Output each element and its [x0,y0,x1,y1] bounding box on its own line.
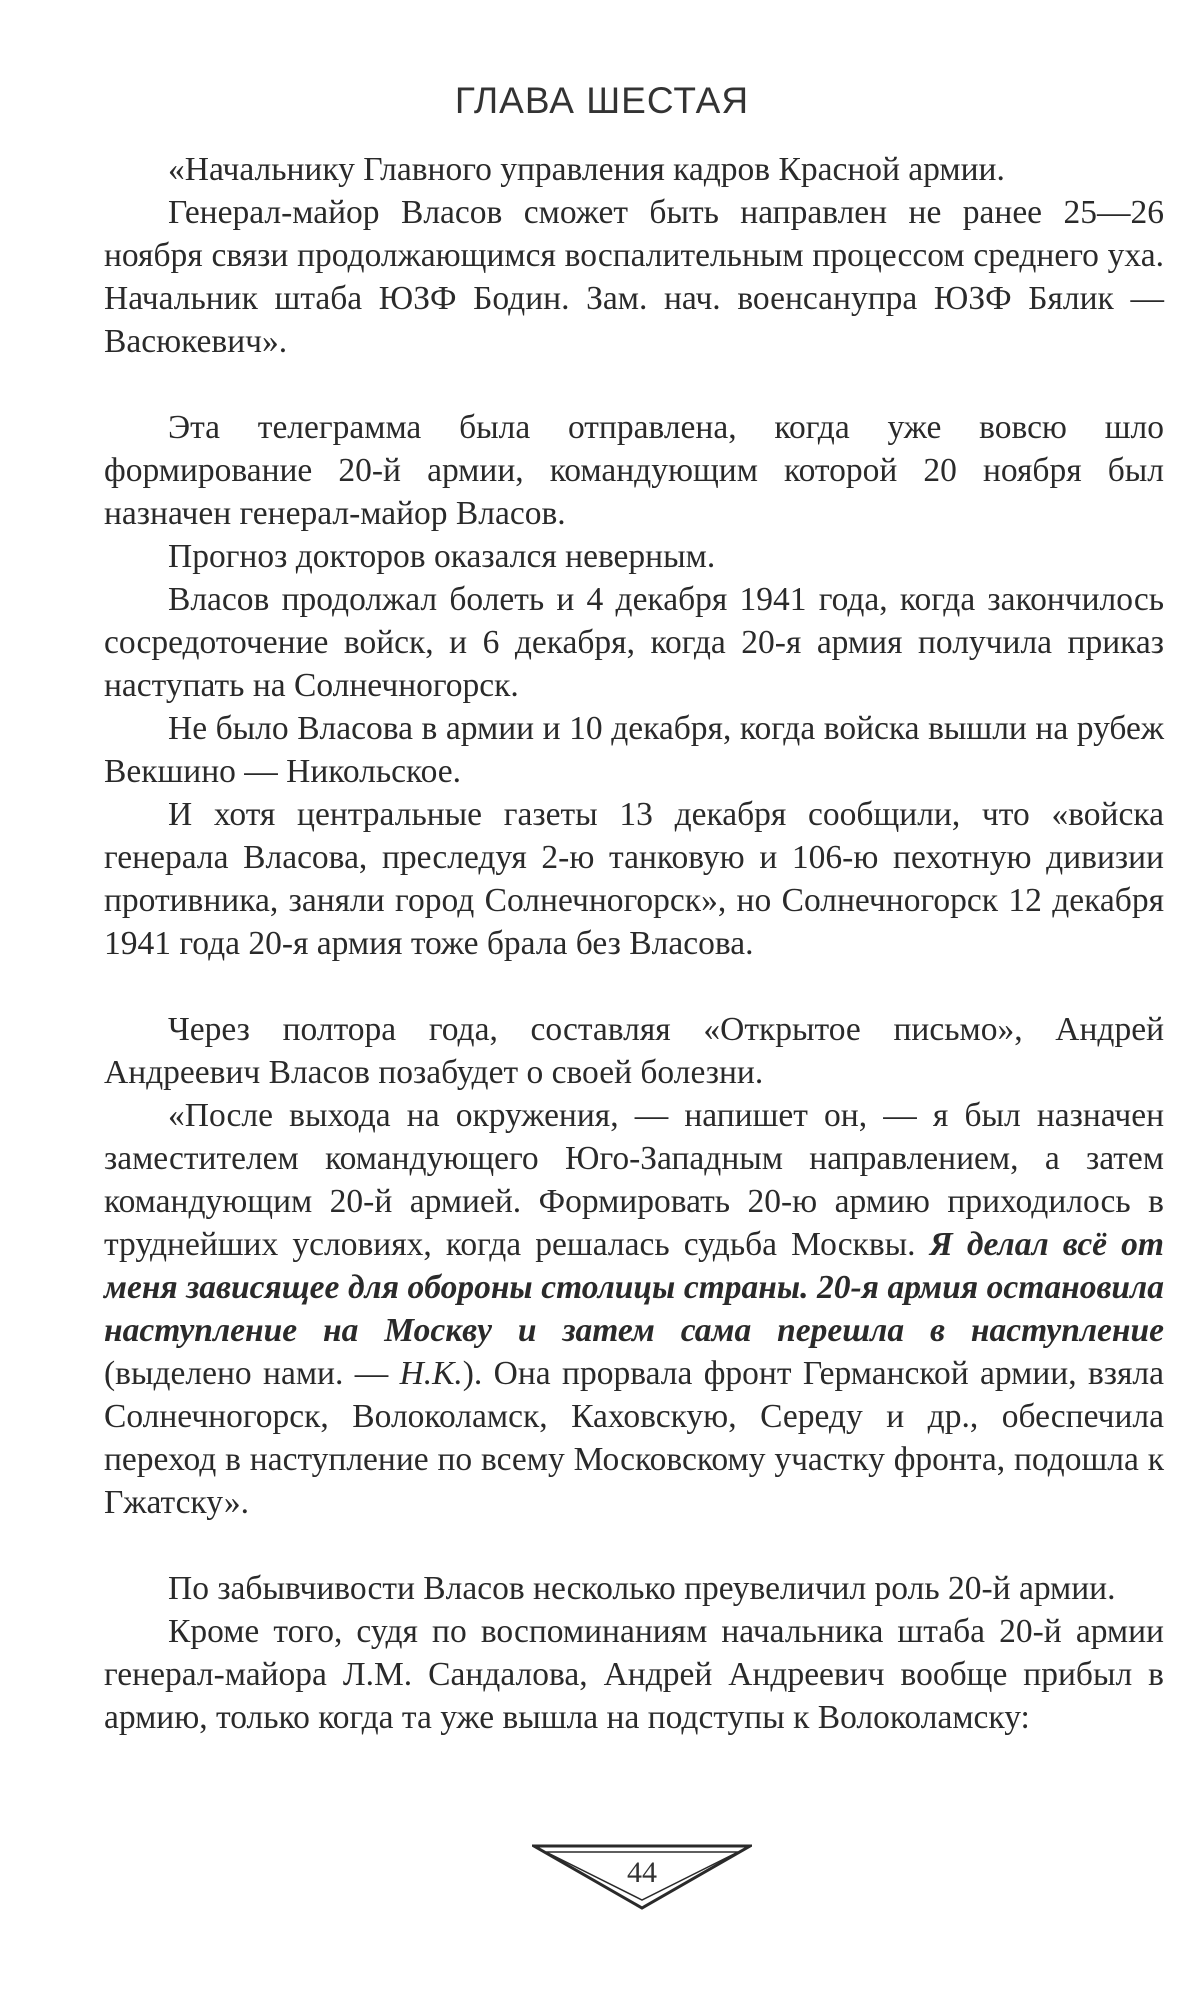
chapter-title: ГЛАВА ШЕСТАЯ [454,80,750,121]
paragraph: Кроме того, судя по воспоминаниям начальника штаба 20-й армии генерал-майора Л.М. Сандалова, Андрей Андреевич вообще прибыл в армию, только когда та уже вышла на подступы к Волоколамску: [104,1613,1164,1736]
paragraph: Не было Власова в армии и 10 декабря, когда войска вышли на рубеж Векшино — Никольское. [104,710,1164,790]
page-number-ornament [532,1842,752,1912]
quote-text: ). Она прорвала фронт Германской армии, взяла Солнечногорск, Волоколамск, Каховскую, Середу и др., обеспечила переход в наступление по всему Московскому участку фронта, подошла к Гжатску». [104,1355,1164,1521]
paragraph: «Начальнику Главного управления кадров Красной армии. [168,151,1005,188]
paragraph: Эта телеграмма была отправлена, когда уже вовсю шло формирование 20-й армии, командующим которой 20 ноября был назначен генерал-майор Власов. [104,409,1164,532]
body-text [104,148,1164,1739]
paragraph: Через полтора года, составляя «Открытое письмо», Андрей Андреевич Власов позабудет о своей болезни. [104,1011,1164,1091]
quote-text: «После выхода на окружения, — напишет он, — я был назначен заместителем командующего Юго-Западным направлением, а затем командующим 20-й армией. Формировать 20-ю армию приходилось в труднейших условиях, когда решалась судьба Москвы. [104,1097,1164,1263]
quote-paragraph [104,1094,1164,1524]
paragraph: Власов продолжал болеть и 4 декабря 1941 года, когда закончилось сосредоточение войск, и 6 декабря, когда 20-я армия получила приказ наступать на Солнечногорск. [104,581,1164,704]
page-number: 44 [627,1856,657,1889]
paragraph: И хотя центральные газеты 13 декабря сообщили, что «войска генерала Власова, преследуя 2-ю танковую и 106-ю пехотную дивизии противника, заняли город Солнечногорск», но Солнечногорск 12 декабря 1941 года 20-я армия тоже брала без Власова. [104,796,1164,962]
quote-text: (выделено нами. — [104,1355,400,1392]
author-initials: Н.К. [399,1355,463,1392]
paragraph: По забывчивости Власов несколько преувеличил роль 20-й армии. [168,1570,1116,1607]
quote-emphasis: Я делал всё от меня зависящее для обороны столицы страны. 20-я армия остановила наступление на Москву и затем сама перешла в наступление [104,1226,1164,1349]
paragraph: Прогноз докторов оказался неверным. [168,538,716,575]
paragraph: Генерал-майор Власов сможет быть направлен не ранее 25—26 ноября связи продолжающимся воспалительным процессом среднего уха. Начальник штаба ЮЗФ Бодин. Зам. нач. военсанупра ЮЗФ Бялик — Васюкевич». [104,194,1164,360]
